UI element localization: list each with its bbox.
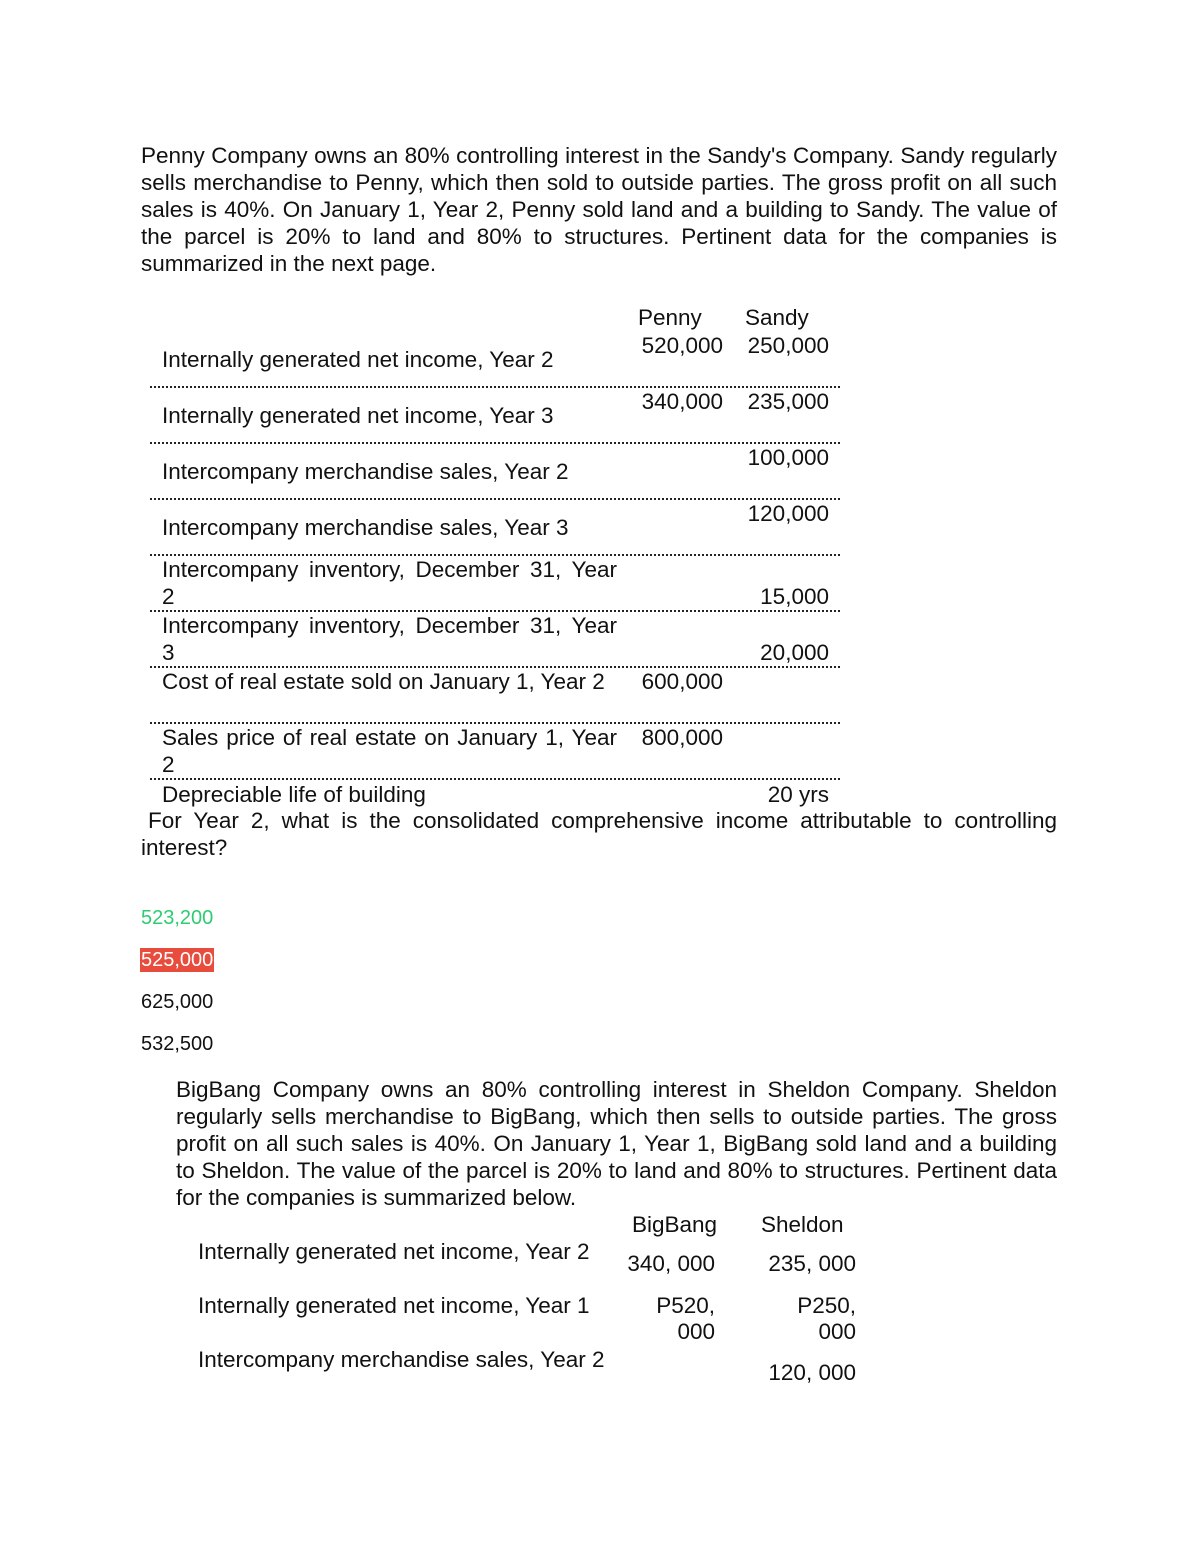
- row-label: Internally generated net income, Year 3: [162, 402, 554, 428]
- second-paragraph: BigBang Company owns an 80% controlling interest in Sheldon Company. Sheldon regularly sells merchandise to BigBang, which then sells to outside parties. The gross profit on all such sales is 40%. On January 1, Year 1, BigBang sold land and a building to Sheldon. The value of the parcel is 20% to land and 80% to structures. Pertinent data for the companies is summarized below.: [176, 1077, 1057, 1210]
- answer-option[interactable]: 625,000: [141, 991, 214, 1013]
- answer-option-correct[interactable]: 523,200: [141, 907, 214, 929]
- question-body: For Year 2, what is the consolidated comprehensive income attributable to controlling interest?: [141, 808, 1057, 860]
- penny-value: 340,000: [641, 389, 723, 414]
- row-label: Intercompany merchandise sales, Year 3: [162, 514, 569, 540]
- row-label: Sales price of real estate on January 1, Year 2: [162, 725, 617, 777]
- table1-row: [150, 332, 840, 388]
- sheldon-value: 235, 000: [768, 1251, 856, 1276]
- table1-row: [150, 724, 840, 780]
- table2-row: [186, 1239, 866, 1291]
- penny-value: 600,000: [641, 669, 723, 694]
- sandy-value: 250,000: [747, 333, 829, 358]
- answer-option[interactable]: 532,500: [141, 1033, 214, 1055]
- row-label: Cost of real estate sold on January 1, Year 2: [162, 669, 605, 694]
- row-label: Depreciable life of building: [162, 782, 426, 807]
- table1-header-penny: Penny: [638, 305, 702, 330]
- row-label: Internally generated net income, Year 2: [198, 1239, 590, 1264]
- sandy-value: 235,000: [747, 389, 829, 414]
- table2-header-sheldon: Sheldon: [761, 1212, 844, 1237]
- table1-row: [150, 388, 840, 444]
- table1-row: [150, 781, 840, 808]
- row-label: Intercompany merchandise sales, Year 2: [162, 458, 569, 484]
- row-label: Intercompany inventory, December 31, Year 3: [162, 613, 617, 665]
- table1-row: [150, 556, 840, 612]
- sandy-value: 15,000: [760, 584, 829, 609]
- bigbang-value: P520, 000: [656, 1293, 715, 1344]
- answer-option-wrong[interactable]: 525,000: [141, 949, 214, 971]
- sheldon-value: P250, 000: [797, 1293, 856, 1344]
- table1-row: [150, 668, 840, 724]
- row-label: Intercompany merchandise sales, Year 2: [198, 1347, 605, 1372]
- table1-row: [150, 444, 840, 500]
- penny-value: 800,000: [641, 725, 723, 750]
- question-text: [141, 807, 1057, 861]
- sheldon-value: 120, 000: [768, 1360, 856, 1385]
- sandy-value: 100,000: [747, 445, 829, 470]
- penny-value: 520,000: [641, 333, 723, 358]
- row-label: Internally generated net income, Year 1: [198, 1293, 590, 1318]
- table2-row: [186, 1293, 866, 1345]
- sandy-value: 120,000: [747, 501, 829, 526]
- table1-row: [150, 500, 840, 556]
- intro-paragraph: Penny Company owns an 80% controlling interest in the Sandy's Company. Sandy regularly sells merchandise to Penny, which then sold to outside parties. The gross profit on all such sales is 40%. On January 1, Year 2, Penny sold land and a building to Sandy. The value of the parcel is 20% to land and 80% to structures. Pertinent data for the companies is summarized in the next page.: [141, 143, 1057, 276]
- table2-row: [186, 1347, 866, 1399]
- sandy-value: 20 yrs: [767, 782, 829, 807]
- bigbang-value: 340, 000: [627, 1251, 715, 1276]
- table2-header-bigbang: BigBang: [632, 1212, 718, 1237]
- row-label: Intercompany inventory, December 31, Year 2: [162, 557, 617, 609]
- table1-header-sandy: Sandy: [745, 305, 809, 330]
- row-label: Internally generated net income, Year 2: [162, 346, 554, 372]
- sandy-value: 20,000: [760, 640, 829, 665]
- table1-row: [150, 612, 840, 668]
